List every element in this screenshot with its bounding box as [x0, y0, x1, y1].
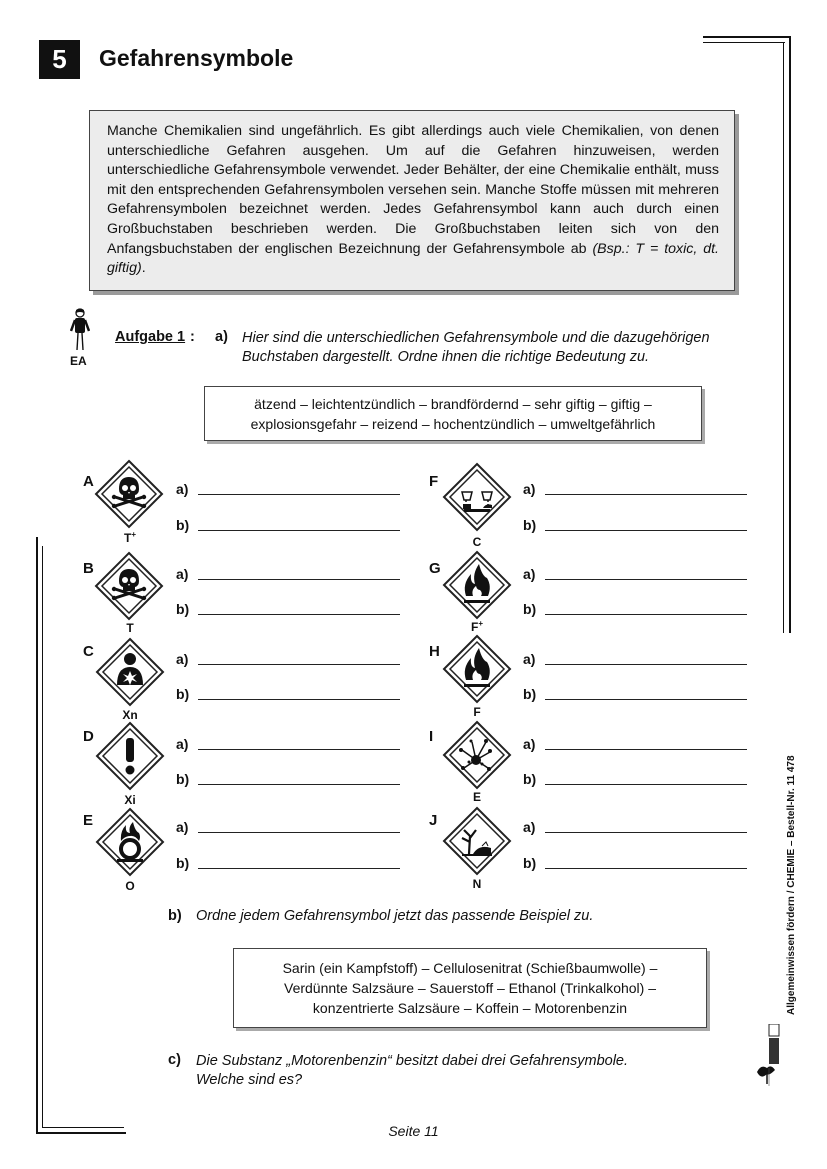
task-a-key: a) — [215, 329, 228, 345]
answer-label-b: b) — [523, 686, 537, 702]
answer-label-b: b) — [176, 855, 190, 871]
symbol-letter: H — [429, 643, 440, 660]
chapter-number: 5 — [39, 40, 80, 79]
word-bank-line: ätzend – leichtentzündlich – brandfördernd – sehr giftig – giftig – — [254, 396, 652, 412]
task-label: Aufgabe 1 — [115, 329, 186, 345]
answer-line[interactable] — [198, 832, 400, 833]
symbol-letter: B — [83, 560, 94, 577]
symbol-letter: C — [83, 643, 94, 660]
task-colon: : — [190, 329, 195, 345]
flame-icon — [442, 634, 512, 704]
page-number: Seite 11 — [388, 1123, 439, 1139]
answer-line[interactable] — [545, 664, 747, 665]
answer-label-a: a) — [523, 651, 536, 667]
task-c-key: c) — [168, 1052, 181, 1068]
answer-line[interactable] — [198, 664, 400, 665]
work-form-label: EA — [70, 354, 87, 368]
frame-line — [789, 36, 791, 633]
symbol-code: T — [126, 621, 134, 635]
answer-label-b: b) — [523, 855, 537, 871]
word-bank-line: explosionsgefahr – reizend – hochentzündlich – umweltgefährlich — [250, 416, 656, 432]
symbol-code: Xn — [122, 708, 138, 722]
page-title: Gefahrensymbole — [99, 45, 294, 71]
answer-line[interactable] — [545, 614, 747, 615]
frame-line — [703, 42, 785, 43]
examples-line: Sarin (ein Kampfstoff) – Cellulosenitrat (Schießbaumwolle) – — [282, 960, 658, 976]
flame-icon — [442, 550, 512, 620]
frame-line — [42, 546, 43, 1128]
person-icon — [70, 308, 90, 352]
answer-label-a: a) — [176, 481, 189, 497]
symbol-letter: G — [429, 560, 441, 577]
answer-line[interactable] — [545, 868, 747, 869]
examples-line: Verdünnte Salzsäure – Sauerstoff – Ethanol (Trinkalkohol) – — [284, 980, 656, 996]
symbol-letter: F — [429, 473, 439, 490]
explosion-icon — [442, 720, 512, 790]
answer-label-a: a) — [176, 651, 189, 667]
symbol-letter: I — [429, 728, 434, 745]
symbol-code: T+ — [123, 530, 136, 545]
symbol-code: Xi — [124, 793, 136, 807]
answer-line[interactable] — [198, 699, 400, 700]
answer-line[interactable] — [545, 579, 747, 580]
answer-label-a: a) — [523, 481, 536, 497]
intro-example: (Bsp.: T = toxic, dt. giftig) — [107, 240, 719, 277]
symbol-code: N — [472, 877, 482, 891]
symbol-code: E — [472, 790, 481, 804]
symbol-letter: A — [83, 473, 94, 490]
flame-over-circle-icon — [95, 807, 165, 877]
intro-text: Manche Chemikalien sind ungefährlich. Es gibt allerdings auch viele Chemikalien, von denen unterschiedliche Gefahren ausgehen. Um auf die Gefahren hinzuweisen, werden unterschiedliche Gefahrensymbole verwendet. Jeder Behälter, der eine Chemikalie enthält, muss mit den entsprechenden Gefahrensymbolen versehen sein. Manche Stoffe müssen mit mehreren Gefahrensymbolen bezeichnet werden. Jedes Gefahrensymbol kann auch durch einen Großbuchstaben beschrieben werden. Die Großbuchstaben leiten sich von den Anfangsbuchstaben der englischen Bezeichnung der Gefahrensymbole ab — [107, 123, 719, 257]
corrosion-icon — [442, 462, 512, 532]
answer-line[interactable] — [198, 494, 400, 495]
answer-line[interactable] — [545, 530, 747, 531]
skull-crossbones-icon — [94, 459, 164, 529]
answer-label-b: b) — [176, 686, 190, 702]
symbol-code: O — [125, 879, 135, 893]
symbol-letter: D — [83, 728, 94, 745]
answer-label-b: b) — [523, 601, 537, 617]
examples-line: konzentrierte Salzsäure – Koffein – Motorenbenzin — [312, 1000, 628, 1016]
task-c-instruction: Die Substanz „Motorenbenzin“ besitzt dabei drei Gefahrensymbole. Welche sind es? — [196, 1053, 629, 1088]
symbol-letter: E — [83, 812, 94, 829]
answer-label-a: a) — [176, 736, 189, 752]
answer-line[interactable] — [545, 699, 747, 700]
frame-line — [783, 42, 784, 633]
answer-label-b: b) — [523, 771, 537, 787]
task-b-key: b) — [168, 908, 182, 924]
answer-label-b: b) — [176, 517, 190, 533]
answer-line[interactable] — [545, 494, 747, 495]
symbol-code: C — [472, 535, 482, 549]
answer-label-a: a) — [523, 736, 536, 752]
answer-label-a: a) — [176, 819, 189, 835]
answer-line[interactable] — [545, 749, 747, 750]
answer-label-b: b) — [523, 517, 537, 533]
examples-box — [233, 948, 707, 1028]
exclamation-icon — [95, 721, 165, 791]
task-a-instruction: Hier sind die unterschiedlichen Gefahrensymbole und die dazugehörigen Buchstaben dargestellt. Ordne ihnen die richtige Bedeutung zu. — [242, 330, 710, 365]
answer-label-b: b) — [176, 601, 190, 617]
intro-end: . — [141, 260, 146, 277]
answer-label-b: b) — [176, 771, 190, 787]
answer-label-a: a) — [523, 819, 536, 835]
intro-box — [89, 110, 735, 291]
answer-line[interactable] — [198, 579, 400, 580]
frame-line — [36, 537, 38, 1134]
answer-line[interactable] — [198, 784, 400, 785]
answer-line[interactable] — [198, 749, 400, 750]
publisher-logo — [755, 1024, 781, 1088]
word-bank-box — [204, 386, 702, 441]
answer-line[interactable] — [198, 614, 400, 615]
answer-line[interactable] — [198, 868, 400, 869]
side-caption: Allgemeinwissen fördern / CHEMIE – Bestell-Nr. 11 478 — [786, 755, 797, 1015]
health-hazard-icon — [95, 637, 165, 707]
task-b-instruction: Ordne jedem Gefahrensymbol jetzt das passende Beispiel zu. — [196, 908, 594, 924]
environment-icon — [442, 806, 512, 876]
skull-crossbones-icon — [94, 551, 164, 621]
answer-label-a: a) — [176, 566, 189, 582]
answer-line[interactable] — [545, 784, 747, 785]
frame-line — [703, 36, 791, 38]
answer-line[interactable] — [198, 530, 400, 531]
answer-label-a: a) — [523, 566, 536, 582]
answer-line[interactable] — [545, 832, 747, 833]
symbol-letter: J — [429, 812, 438, 829]
symbol-code: F+ — [470, 619, 483, 634]
symbol-code: F — [473, 705, 481, 719]
